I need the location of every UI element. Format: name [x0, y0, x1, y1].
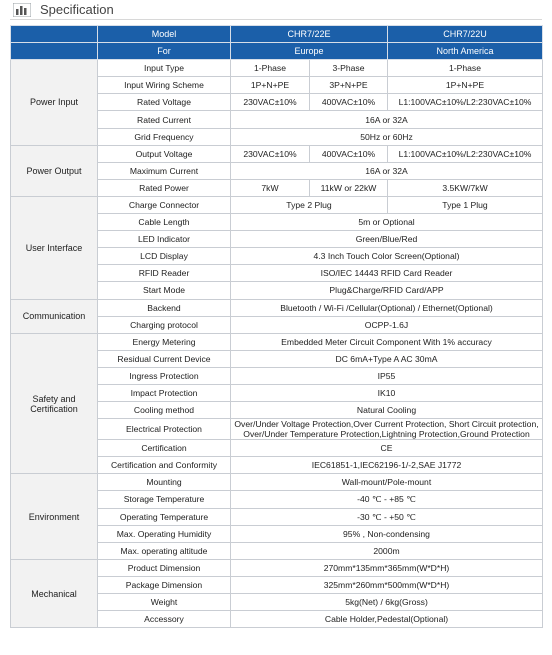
- row-label: Backend: [98, 299, 231, 316]
- row-label: Rated Voltage: [98, 94, 231, 111]
- cell-value: 3-Phase: [310, 60, 388, 77]
- cell-value: DC 6mA+Type A AC 30mA: [231, 350, 543, 367]
- row-label: Charge Connector: [98, 196, 231, 213]
- cell-value: 1P+N+PE: [231, 77, 310, 94]
- row-label: Cooling method: [98, 402, 231, 419]
- row-label: Certification: [98, 440, 231, 457]
- for-eu: Europe: [231, 43, 388, 60]
- spec-table: [10, 25, 543, 628]
- category-mechanical: Mechanical: [11, 559, 98, 627]
- cell-value: 400VAC±10%: [310, 94, 388, 111]
- electrical-line-1: Over/Under Voltage Protection,Over Current Protection, Short Circuit protection,: [234, 419, 539, 430]
- cell-value: Natural Cooling: [231, 402, 543, 419]
- row-label: RFID Reader: [98, 265, 231, 282]
- table-row: [11, 299, 543, 316]
- cell-value: 50Hz or 60Hz: [231, 128, 543, 145]
- row-label: LCD Display: [98, 248, 231, 265]
- cell-value: 1P+N+PE: [388, 77, 543, 94]
- row-label: Maximum Current: [98, 162, 231, 179]
- table-row: [11, 145, 543, 162]
- row-label: Input Wiring Scheme: [98, 77, 231, 94]
- cell-value: Type 1 Plug: [388, 196, 543, 213]
- cell-value: Wall-mount/Pole-mount: [231, 474, 543, 491]
- cell-value: 5m or Optional: [231, 214, 543, 231]
- cell-value: L1:100VAC±10%/L2:230VAC±10%: [388, 145, 543, 162]
- for-na: North America: [388, 43, 543, 60]
- cell-value: -40 ℃ - +85 ℃: [231, 491, 543, 508]
- table-row: [11, 559, 543, 576]
- cell-value: 270mm*135mm*365mm(W*D*H): [231, 559, 543, 576]
- cell-value: IP55: [231, 367, 543, 384]
- cell-value: Type 2 Plug: [231, 196, 388, 213]
- cell-value: 1-Phase: [388, 60, 543, 77]
- cell-value: IK10: [231, 384, 543, 401]
- cell-value: -30 ℃ - +50 ℃: [231, 508, 543, 525]
- row-label: Electrical Protection: [98, 419, 231, 440]
- category-user-interface: User Interface: [11, 196, 98, 299]
- table-row: [11, 333, 543, 350]
- cell-value: 3P+N+PE: [310, 77, 388, 94]
- category-environment: Environment: [11, 474, 98, 559]
- table-header-row: [11, 26, 543, 43]
- header-empty-cell: [11, 43, 98, 60]
- cell-value: 1-Phase: [231, 60, 310, 77]
- row-label: Accessory: [98, 611, 231, 628]
- category-power-input: Power Input: [11, 60, 98, 145]
- row-label: Rated Power: [98, 179, 231, 196]
- cell-value: ISO/IEC 14443 RFID Card Reader: [231, 265, 543, 282]
- table-row: [11, 474, 543, 491]
- row-label: Operating Temperature: [98, 508, 231, 525]
- header-divider: [10, 19, 542, 20]
- table-row: [11, 60, 543, 77]
- row-label: Charging protocol: [98, 316, 231, 333]
- cell-value: 16A or 32A: [231, 111, 543, 128]
- cell-value: IEC61851-1,IEC62196-1/-2,SAE J1772: [231, 457, 543, 474]
- row-label: Max. Operating Humidity: [98, 525, 231, 542]
- model-label: Model: [98, 26, 231, 43]
- row-label: Rated Current: [98, 111, 231, 128]
- row-label: Product Dimension: [98, 559, 231, 576]
- row-label: Energy Metering: [98, 333, 231, 350]
- section-header: [10, 0, 542, 20]
- cell-value: Cable Holder,Pedestal(Optional): [231, 611, 543, 628]
- category-communication: Communication: [11, 299, 98, 333]
- electrical-line-2: Over/Under Temperature Protection,Lightning Protection,Ground Protection: [243, 429, 530, 440]
- cell-value: Green/Blue/Red: [231, 231, 543, 248]
- row-label: Ingress Protection: [98, 367, 231, 384]
- cell-value: Embedded Meter Circuit Component With 1% accuracy: [231, 333, 543, 350]
- cell-value: 325mm*260mm*500mm(W*D*H): [231, 576, 543, 593]
- row-label: Residual Current Device: [98, 350, 231, 367]
- cell-value: 230VAC±10%: [231, 145, 310, 162]
- cell-value: CE: [231, 440, 543, 457]
- row-label: LED Indicator: [98, 231, 231, 248]
- row-label: Package Dimension: [98, 576, 231, 593]
- row-label: Cable Length: [98, 214, 231, 231]
- bar-chart-icon: [13, 3, 31, 17]
- cell-value: OCPP-1.6J: [231, 316, 543, 333]
- cell-value-multiline: [231, 419, 543, 440]
- row-label: Weight: [98, 594, 231, 611]
- row-label: Storage Temperature: [98, 491, 231, 508]
- cell-value: 2000m: [231, 542, 543, 559]
- row-label: Start Mode: [98, 282, 231, 299]
- row-label: Mounting: [98, 474, 231, 491]
- cell-value: 400VAC±10%: [310, 145, 388, 162]
- cell-value: L1:100VAC±10%/L2:230VAC±10%: [388, 94, 543, 111]
- cell-value: 230VAC±10%: [231, 94, 310, 111]
- category-safety: Safety and Certification: [11, 333, 98, 474]
- row-label: Grid Frequency: [98, 128, 231, 145]
- cell-value: Plug&Charge/RFID Card/APP: [231, 282, 543, 299]
- row-label: Input Type: [98, 60, 231, 77]
- header-empty-cell: [11, 26, 98, 43]
- cell-value: 16A or 32A: [231, 162, 543, 179]
- cell-value: 7kW: [231, 179, 310, 196]
- row-label: Certification and Conformity: [98, 457, 231, 474]
- row-label: Output Voltage: [98, 145, 231, 162]
- cell-value: 3.5KW/7kW: [388, 179, 543, 196]
- row-label: Max. operating altitude: [98, 542, 231, 559]
- table-header-row: [11, 43, 543, 60]
- cell-value: 95% , Non-condensing: [231, 525, 543, 542]
- row-label: Impact Protection: [98, 384, 231, 401]
- for-label: For: [98, 43, 231, 60]
- cell-value: Bluetooth / Wi-Fi /Cellular(Optional) / Ethernet(Optional): [231, 299, 543, 316]
- cell-value: 4.3 Inch Touch Color Screen(Optional): [231, 248, 543, 265]
- model-na: CHR7/22U: [388, 26, 543, 43]
- category-power-output: Power Output: [11, 145, 98, 196]
- section-title: Specification: [40, 2, 114, 17]
- cell-value: 11kW or 22kW: [310, 179, 388, 196]
- table-row: [11, 196, 543, 213]
- model-eu: CHR7/22E: [231, 26, 388, 43]
- cell-value: 5kg(Net) / 6kg(Gross): [231, 594, 543, 611]
